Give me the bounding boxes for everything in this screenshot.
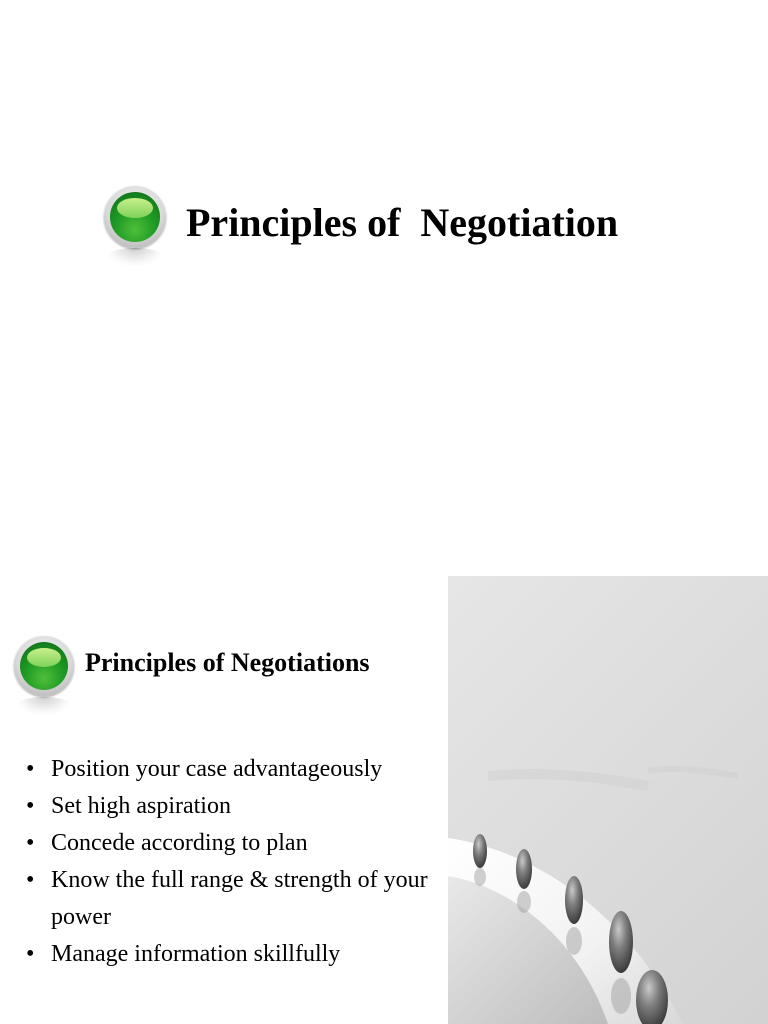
slide-2-title: Principles of Negotiations xyxy=(85,648,370,677)
sphere-2 xyxy=(516,849,532,913)
spheres-photo xyxy=(448,576,768,1024)
bullet-item: • Concede according to plan xyxy=(26,825,436,862)
bullet-item: • Position your case advantageously xyxy=(26,751,436,788)
orb-reflection xyxy=(16,697,72,715)
orb-reflection xyxy=(106,248,164,266)
sphere-1 xyxy=(473,834,487,886)
green-orb-icon xyxy=(14,636,74,696)
bullet-item: • Manage information skillfully xyxy=(26,936,436,973)
sphere-4 xyxy=(609,911,633,1014)
bullet-list xyxy=(26,751,436,973)
sphere-3 xyxy=(565,876,583,955)
slide-1-title: Principles of Negotiation xyxy=(186,200,619,245)
spheres-illustration xyxy=(448,576,768,1024)
bullet-item: • Know the full range & strength of your power xyxy=(26,862,436,936)
green-orb-icon xyxy=(104,186,166,248)
bullet-item: • Set high aspiration xyxy=(26,788,436,825)
